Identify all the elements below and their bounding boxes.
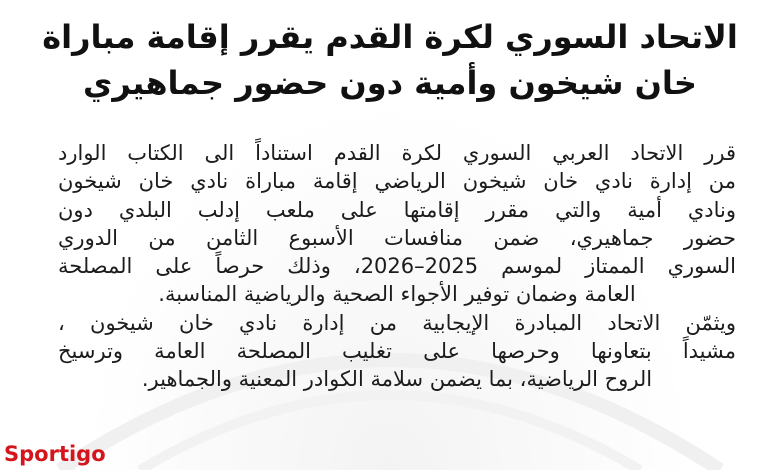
body-line: السوري الممتاز لموسم 2025–2026، وذلك حرصاً على المصلحة: [58, 254, 736, 279]
body-line: ويثمّن الاتحاد المبادرة الإيجابية من إدارة نادي خان شيخون ،: [58, 310, 736, 335]
sportigo-logo: Sportigo: [4, 442, 106, 466]
body-line: حضور جماهيري، ضمن منافسات الأسبوع الثامن من الدوري: [58, 225, 736, 250]
body-line: الروح الرياضية، بما يضمن سلامة الكوادر المعنية والجماهير.: [141, 367, 653, 392]
headline-line-1: الاتحاد السوري لكرة القدم يقرر إقامة مباراة: [42, 18, 738, 56]
body-line: قرر الاتحاد العربي السوري لكرة القدم استناداً الى الكتاب الوارد: [58, 141, 736, 165]
body-line: ونادي أمية والتي مقرر إقامتها على ملعب إدلب البلدي دون: [58, 197, 736, 222]
article-body: [58, 139, 736, 394]
body-line: من إدارة نادي خان شيخون الرياضي إقامة مباراة نادي خان شيخون: [58, 169, 736, 194]
body-line: العامة وضمان توفير الأجواء الصحية والرياضية المناسبة.: [158, 282, 636, 307]
headline: [40, 14, 740, 106]
body-line: مشيداً بتعاونها وحرصها على تغليب المصلحة العامة وترسيخ: [58, 339, 736, 364]
headline-line-2: خان شيخون وأمية دون حضور جماهيري: [83, 64, 697, 102]
